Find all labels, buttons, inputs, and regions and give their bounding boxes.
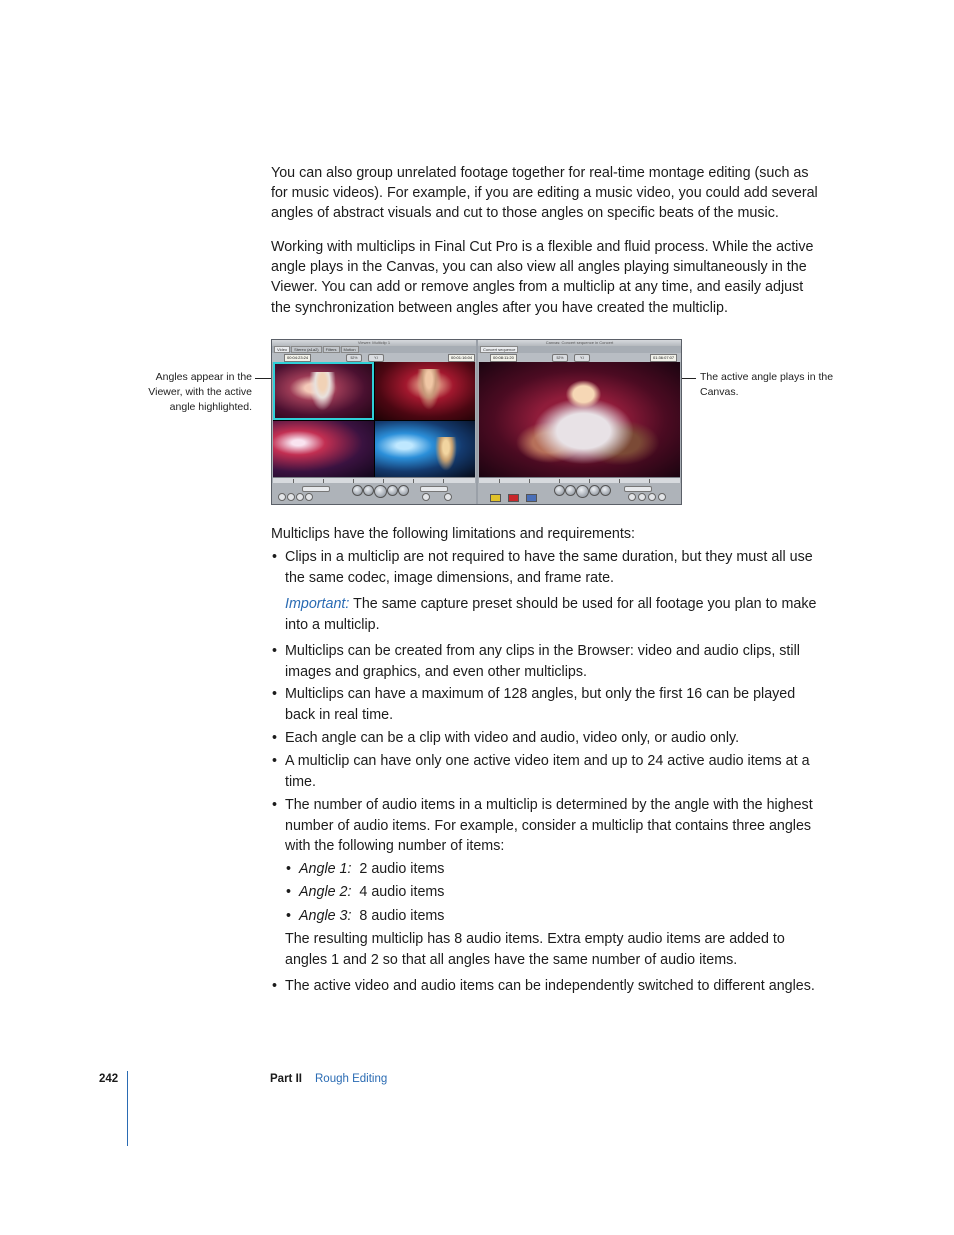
important-label: Important: <box>285 596 350 612</box>
list-item <box>271 547 827 588</box>
list-item <box>271 684 827 725</box>
canvas-play-around-icon[interactable] <box>589 485 600 496</box>
canvas-previous-edit-icon[interactable] <box>554 485 565 496</box>
list-item-text: Multiclips can be created from any clips in the Browser: video and audio clips, still images and graphics, and even other multiclips. <box>285 643 800 680</box>
canvas-timecode-duration[interactable]: 00:08:11:20 <box>490 354 517 362</box>
next-edit-icon[interactable] <box>398 485 409 496</box>
bullet-glyph: • <box>272 753 278 769</box>
callout-canvas-active: The active angle plays in the Canvas. <box>700 371 834 398</box>
paragraph-multiclip-process: Working with multiclips in Final Cut Pro is a flexible and fluid process. While the active angle plays in the Canvas, you can also view all angles playing simultaneously in the Viewer. You can add or remove angles from a multiclip at any time, and easily adjust the synchronization between angles after you have created the multiclip. <box>271 239 814 316</box>
sub-list-item <box>285 882 444 902</box>
list-item <box>271 795 827 857</box>
bullet-glyph: • <box>286 884 292 900</box>
bullet-glyph: • <box>272 730 278 746</box>
angle-1-thumbnail[interactable] <box>273 362 374 420</box>
previous-edit-icon[interactable] <box>352 485 363 496</box>
callout-viewer-angles: Angles appear in the Viewer, with the active angle highlighted. <box>148 371 252 413</box>
bullet-glyph: • <box>286 861 292 877</box>
callout-leader-left <box>255 378 271 379</box>
viewer-timecode-bar <box>272 353 476 362</box>
play-in-out-icon[interactable] <box>363 485 374 496</box>
list-item <box>271 751 827 792</box>
angle-label: Angle 3: <box>299 908 352 924</box>
angle-3-thumbnail[interactable] <box>273 420 374 478</box>
viewer-timecode-duration[interactable]: 00:04:23:24 <box>284 354 311 362</box>
list-item-text: Multiclips can have a maximum of 128 angles, but only the first 16 can be played back in real time. <box>285 686 796 723</box>
viewer-window <box>272 340 476 504</box>
canvas-play-in-out-icon[interactable] <box>565 485 576 496</box>
angle-2-thumbnail[interactable] <box>374 362 475 420</box>
overwrite-edit-icon[interactable] <box>508 494 519 502</box>
bullet-glyph: • <box>272 643 278 659</box>
add-keyframe-icon[interactable] <box>287 493 295 501</box>
mark-in-icon[interactable] <box>305 493 313 501</box>
bullet-glyph: • <box>286 908 292 924</box>
match-frame-icon[interactable] <box>422 493 430 501</box>
viewer-view-popup[interactable]: Y.I <box>368 354 384 362</box>
bullet-glyph: • <box>272 549 278 565</box>
angle-audio-count: 2 audio items <box>359 861 445 877</box>
canvas-timecode-current[interactable]: 01:36:07:07 <box>650 354 677 362</box>
canvas-window <box>478 340 681 504</box>
viewer-tab-video[interactable]: Video <box>274 346 290 353</box>
active-angle-highlight <box>273 362 374 420</box>
footer-rule <box>127 1071 128 1146</box>
canvas-view-popup[interactable]: Y.I <box>574 354 590 362</box>
list-item <box>271 728 827 749</box>
footer-section-link[interactable]: Rough Editing <box>315 1073 388 1085</box>
angle-label: Angle 1: <box>299 861 352 877</box>
bullet-glyph: • <box>272 978 278 994</box>
canvas-mark-out-icon[interactable] <box>658 493 666 501</box>
viewer-tabs <box>274 346 359 353</box>
canvas-keyframe-icon[interactable] <box>638 493 646 501</box>
mark-out-icon[interactable] <box>444 493 452 501</box>
viewer-tab-filters[interactable]: Filters <box>323 346 340 353</box>
active-angle-video <box>479 362 680 477</box>
angle-audio-count: 4 audio items <box>359 884 445 900</box>
viewer-tab-stereo[interactable]: Stereo (a1a2) <box>291 346 321 353</box>
bullet-glyph: • <box>272 797 278 813</box>
canvas-jog-control[interactable] <box>624 486 652 492</box>
canvas-titlebar: Canvas: Concert sequence in Concert <box>478 340 681 346</box>
canvas-next-edit-icon[interactable] <box>600 485 611 496</box>
canvas-timecode-bar <box>478 353 681 362</box>
bullet-glyph: • <box>272 686 278 702</box>
multiclip-screenshot-figure <box>271 339 682 505</box>
important-note <box>285 594 830 635</box>
result-paragraph: The resulting multiclip has 8 audio items. Extra empty audio items are added to angles 1 and 2 so that all angles have the same number of audio items. <box>285 931 785 968</box>
canvas-tab-concert-sequence[interactable]: Concert sequence <box>480 346 518 353</box>
list-item-text: Clips in a multiclip are not required to have the same duration, but they must all use the same codec, image dimensions, and frame rate. <box>285 549 813 586</box>
viewer-timecode-current[interactable]: 00:01:16:04 <box>448 354 475 362</box>
footer-part-label: Part II <box>270 1073 302 1085</box>
angle-audio-count: 8 audio items <box>359 908 445 924</box>
paragraph-montage: You can also group unrelated footage together for real-time montage editing (such as for music videos). For example, if you are editing a music video, you could add several angles of abstract visuals and cut to those angles on specific beats of the music. <box>271 165 818 222</box>
list-item <box>271 641 827 682</box>
play-icon[interactable] <box>374 485 387 498</box>
viewer-transport-controls <box>272 483 476 504</box>
paragraph-limitations-intro: Multiclips have the following limitations and requirements: <box>271 526 635 542</box>
viewer-multiclip-grid <box>273 362 475 477</box>
list-item-text: A multiclip can have only one active video item and up to 24 active audio items at a time. <box>285 753 810 790</box>
viewer-jog-control[interactable] <box>420 486 448 492</box>
important-text: The same capture preset should be used for all footage you plan to make into a multiclip. <box>285 596 817 633</box>
canvas-zoom-popup[interactable]: 52% <box>552 354 568 362</box>
viewer-titlebar: Viewer: Multiclip 1 <box>272 340 476 346</box>
list-item-text: The active video and audio items can be independently switched to different angles. <box>285 978 815 994</box>
canvas-video-frame <box>479 362 680 477</box>
play-around-icon[interactable] <box>387 485 398 496</box>
add-marker-icon[interactable] <box>296 493 304 501</box>
replace-edit-icon[interactable] <box>526 494 537 502</box>
callout-leader-right <box>682 378 696 379</box>
list-item <box>271 976 827 997</box>
sub-list-item <box>285 906 444 926</box>
canvas-play-icon[interactable] <box>576 485 589 498</box>
mark-clip-icon[interactable] <box>278 493 286 501</box>
viewer-tab-motion[interactable]: Motion <box>341 346 359 353</box>
canvas-transport-controls <box>478 483 681 504</box>
page-number: 242 <box>99 1073 119 1085</box>
canvas-mark-in-icon[interactable] <box>648 493 656 501</box>
angle-4-thumbnail[interactable] <box>374 420 475 478</box>
viewer-zoom-popup[interactable]: 52% <box>346 354 362 362</box>
angle-label: Angle 2: <box>299 884 352 900</box>
insert-edit-icon[interactable] <box>490 494 501 502</box>
canvas-tabs <box>480 346 518 353</box>
viewer-shuttle-slider[interactable] <box>302 486 330 492</box>
list-item-text: The number of audio items in a multiclip is determined by the angle with the highest number of audio items. For example, consider a multiclip that contains three angles with the following number of items: <box>285 797 813 855</box>
list-item-text: Each angle can be a clip with video and audio, video only, or audio only. <box>285 730 740 746</box>
canvas-marker-icon[interactable] <box>628 493 636 501</box>
grid-divider-vertical <box>374 362 375 477</box>
sub-list-item <box>285 859 444 879</box>
